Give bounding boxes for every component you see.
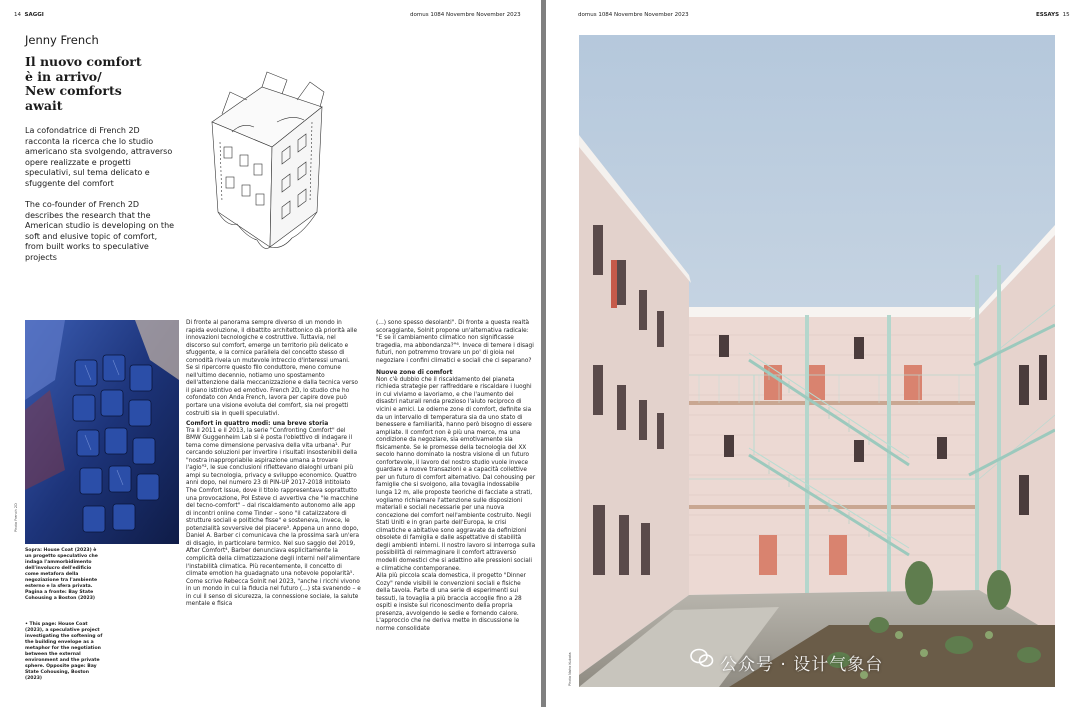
issue-line-right: domus 1084 Novembre November 2023 (578, 12, 689, 18)
title-line: await (25, 97, 63, 113)
paragraph: (...) sono spesso desolanti". Di fronte a questa realtà scoraggiante, Solnit propone un'alternativa radicale: "E se il cambiamento climatico non significasse tragedia, ma abbondanza?"⁶. Invece di temere i disagi futuri, non potremmo trovare un po' di gioia nel negoziare i confini climatici e sociali che ci separano? (376, 320, 534, 364)
text-column-1 (186, 320, 361, 609)
intro-english: The co-founder of French 2D describes the research that the American studio is developing on the soft and elusive topic of comfort, from built works to speculative projects (25, 200, 175, 262)
running-header-left (14, 12, 44, 18)
subheading: Comfort in quattro modi: una breve storia (186, 420, 329, 428)
text-column-2 (376, 320, 536, 633)
issue-line-left: domus 1084 Novembre November 2023 (410, 12, 521, 18)
title-line: New comforts (25, 83, 122, 98)
paragraph: Tra il 2011 e il 2013, la serie "Confronting Comfort" del BMW Guggenheim Lab si è posta l'obiettivo di indagare il tema come dimensione pervasiva della vita urbana¹. Pur cercando soluzioni per invertire i risultati insostenibili della "nostra inappropriabile aspirazione umana a trovare l'agio"², le sue conclusioni riflettevano dialoghi urbani più ampi su tecnologia, privacy e sviluppo economico. Quattro anni dopo, nel numero 23 di PIN-UP 2017-2018 intitolato The Comfort Issue, dove il titolo rappresentava soprattutto una provocazione, Pol Esteve ci avvertiva che "le macchine del tecno-comfort" – dal riscaldamento autonomo alle app di incontri online come Tinder – sono "il catalizzatore di strutture sociali e politiche fisse" e sosteneva, invece, le potenzialità sovversive del piacere³. Appena un anno dopo, Daniel A. Barber ci comunicava che la prossima sarà un'era di disagio, in particolare termico. Nel suo saggio del 2019, After Comfort⁴, Barber denunciava esplicitamente la complicità della climatizzazione degli interni nell'alimentare l'instabilità climatica. Più recentemente, il concetto di climate emotion ha guadagnato una notevole popolarità⁵. Come scrive Rebecca Solnit nel 2023, "anche i ricchi vivono in un mondo in cui la fiducia nel futuro (...) sta svanendo – e in cui il senso di sicurezza, la connessione sociale, la salute mentale e fisica (186, 427, 361, 608)
wechat-icon (690, 647, 714, 669)
paragraph: Non c'è dubbio che il riscaldamento del pianeta richieda strategie per raffreddare e riscaldare i luoghi in cui viviamo e lavoriamo, e che l'aumento dei disastri naturali renda prezioso l'aiuto reciproco di vicini e amici. Le odierne zone di comfort, definite sia da un intervallo di temperatura sia da uno stato di benessere e familiarità, hanno però bisogno di essere ampliate. Il comfort non è più una merce, ma una condizione da negoziare, sia emotivamente sia fisicamente. Se le promesse della tecnologia del XX secolo hanno dominato la nostra visione di un futuro confortevole, il lavoro del nostro studio vuole invece guardare a nuove transazioni e a capacità collettive per un futuro di comfort alternativo. Dal cohousing per famiglie che si svolgono, alla tovaglia indossabile lunga 12 m, alle proposte teoriche di facciate a strati, vogliamo richiamare l'attenzione sulle disposizioni materiali e sociali necessarie per una nuova concezione del comfort nell'ambiente costruito. Negli Stati Uniti e in gran parte dell'Europa, le crisi climatiche e abitative sono aggravate da definizioni obsolete di famiglia e dalle aspettative di stabilità degli ambienti interni. Il nostro lavoro si interroga sulla possibilità di reimmaginare il comfort attraverso modelli domestici che si adattino alle pressioni sociali e climatiche contemporanee. (376, 376, 536, 572)
intro-italian: La cofondatrice di French 2D racconta la ricerca che lo studio americano sta svolgendo, attraverso opere realizzate e progetti speculativi, sul tema delicato e sfuggente del comfort (25, 126, 173, 188)
paragraph: Se si ripercorre questo filo conduttore, meno comune nell'ultimo decennio, notiamo uno spostamento dell'attenzione dalla meccanizzazione e dalla tecnica verso il piano istintivo ed emotivo. French 2D, lo studio che ho cofondato con Anda French, lavora per capire dove può portare una visione evoluta del comfort, sia nei progetti costruiti sia in quelli speculativi. (186, 365, 358, 417)
cohousing-courtyard-photo (579, 35, 1055, 687)
photo-credit-right: Photo Naho Kubota (568, 652, 572, 686)
paragraph: Di fronte al panorama sempre diverso di un mondo in rapida evoluzione, il dibattito architettonico dà priorità alle innovazioni tecnologiche e costruttive. Tuttavia, nel discorso sul comfort, emerge un territorio più delicato e sfuggente, e la cornice parallela del concetto stesso di comodità rivela un mutevole intreccio d'interessi umani. (186, 320, 358, 364)
page-number-right: 15 (1062, 12, 1070, 18)
house-coat-drawing (192, 52, 342, 262)
caption-english: • This page: House Coat (2023), a speculative project investigating the softening of the building envelope as a metaphor for the negotiation between the external environment and the private sphere. Opposite page: Bay State Cohousing, Boston (2023) (25, 622, 103, 681)
section-label-right: ESSAYS (1036, 12, 1060, 18)
section-label-left: SAGGI (24, 12, 44, 18)
title-line: è in arrivo/ (25, 68, 102, 84)
subheading: Nuove zone di comfort (376, 369, 453, 377)
watermark-text: 公众号 · 设计气象台 (720, 655, 884, 675)
paragraph: Alla più piccola scala domestica, il progetto "Dinner Cozy" rende visibili le convenzioni sociali e fisiche della tavola. Parte di una serie di esperimenti sui tessuti, la tovaglia a più braccia accoglie fino a 28 ospiti e insiste sul riconoscimento della propria presenza, avvolgendo le sedie e fornendo calore. L'approccio che ne deriva mette in discussione le norme consolidate (376, 573, 526, 632)
photo-credit-left: Photo French 2D (14, 503, 18, 532)
caption-italian: Sopra: House Coat (2023) è un progetto speculativo che indaga l'ammorbidimento dell'involucro dell'edificio come metafora della negoziazione tra l'ambiente esterno e la sfera privata. Pagina a fronte: Bay State Cohousing a Boston (2023) (25, 548, 98, 601)
article-title (25, 55, 185, 113)
title-line: Il nuovo comfort (25, 54, 142, 69)
page-number-left: 14 (14, 12, 21, 18)
running-header-right (1036, 12, 1070, 18)
author-name: Jenny French (25, 33, 99, 47)
house-coat-photo (25, 320, 179, 544)
